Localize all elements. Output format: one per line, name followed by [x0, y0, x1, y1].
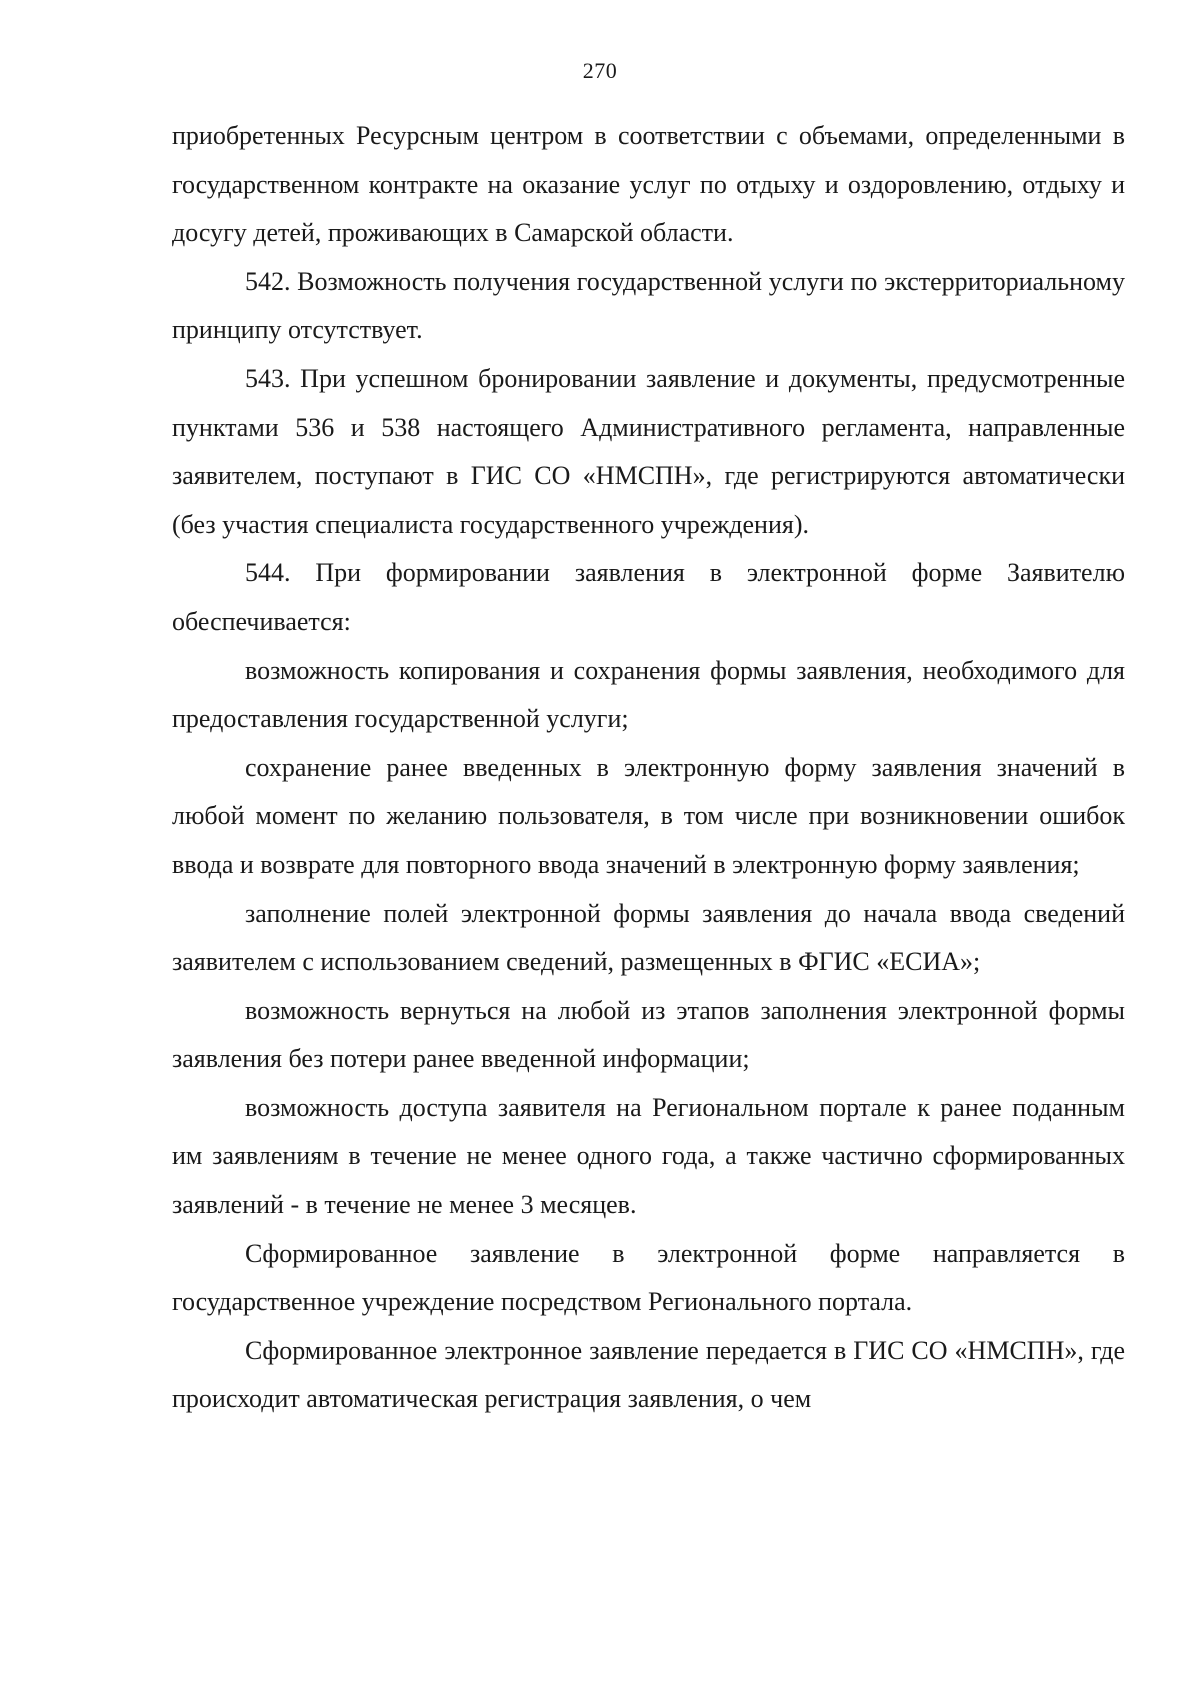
paragraph-542: 542. Возможность получения государственной услуги по экстерриториальному принципу отсутствует.	[172, 266, 1125, 345]
paragraph-sent-via-portal: Сформированное заявление в электронной форме направляется в государственное учреждение посредством Регионального портала.	[172, 1238, 1125, 1317]
paragraph-continuation: приобретенных Ресурсным центром в соответствии с объемами, определенными в государственном контракте на оказание услуг по отдыху и оздоровлению, отдыху и досугу детей, проживающих в Самарской области.	[172, 121, 1125, 248]
document-body	[172, 112, 1125, 1424]
list-item-return-steps: возможность вернуться на любой из этапов заполнения электронной формы заявления без потери ранее введенной информации;	[172, 995, 1125, 1074]
paragraph-544: 544. При формировании заявления в электронной форме Заявителю обеспечивается:	[172, 558, 1125, 636]
list-item-copy-save: возможность копирования и сохранения формы заявления, необходимого для предоставления государственной услуги;	[172, 655, 1125, 734]
list-item-save-values: сохранение ранее введенных в электронную форму заявления значений в любой момент по желанию пользователя, в том числе при возникновении ошибок ввода и возврате для повторного ввода значений в электронную форму заявления;	[172, 752, 1125, 879]
list-item-prefill-esia: заполнение полей электронной формы заявления до начала ввода сведений заявителем с использованием сведений, размещенных в ФГИС «ЕСИА»;	[172, 898, 1125, 977]
page-number: 270	[582, 58, 618, 83]
paragraph-transfer-gis: Сформированное электронное заявление передается в ГИС СО «НМСПН», где происходит автоматическая регистрация заявления, о чем	[172, 1335, 1125, 1414]
list-item-access-applications: возможность доступа заявителя на Региональном портале к ранее поданным им заявлениям в течение не менее одного года, а также частично сформированных заявлений - в течение не менее 3 месяцев.	[172, 1092, 1125, 1220]
paragraph-543: 543. При успешном бронировании заявление и документы, предусмотренные пунктами 536 и 538 настоящего Административного регламента, направленные заявителем, поступают в ГИС СО «НМСПН», где регистрируются автоматически (без участия специалиста государственного учреждения).	[172, 363, 1125, 539]
